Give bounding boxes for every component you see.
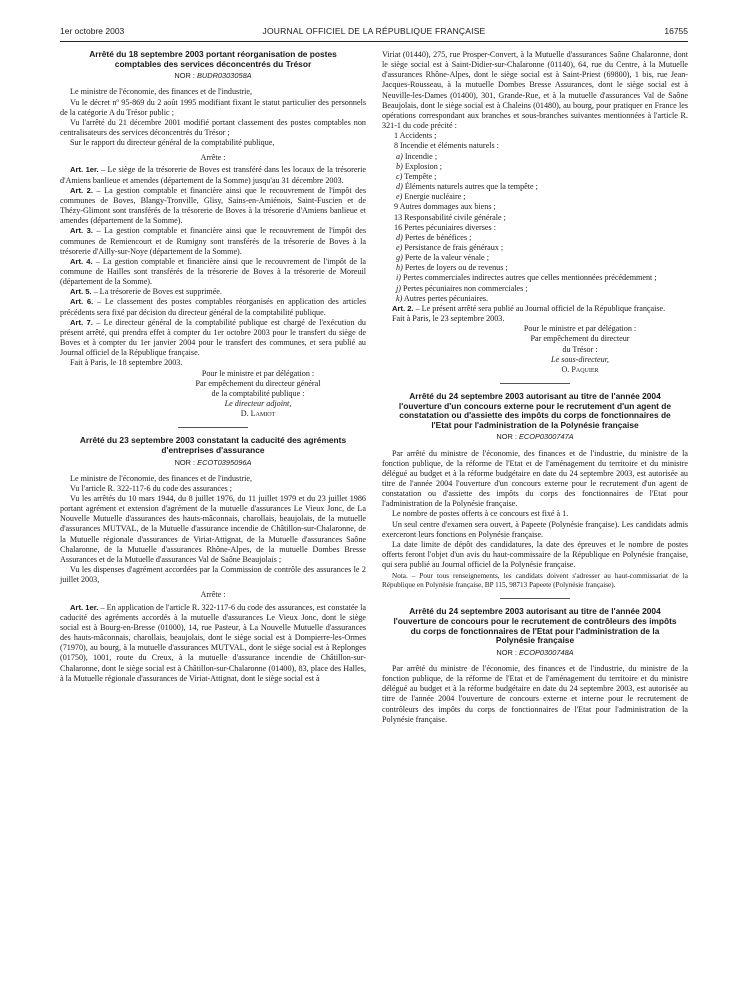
article-label: Art. 5.: [70, 287, 92, 297]
decree-title: Arrêté du 24 septembre 2003 autorisant au titre de l'année 2004 l'ouverture d'un concours externe pour le recrutement d'un agent de constatation ou d'assiette des impôts du corps de fonctionnaires de l'Etat pour l'administration de la Polynésie française: [398, 391, 672, 430]
nota-note: Nota. – Pour tous renseignements, les candidats doivent s'adresser au haut-commissariat de la République en Polynésie française, BP 115, 98713 Papeete (Polynésie française).: [382, 572, 688, 590]
article-label: Art. 2.: [70, 185, 94, 195]
article-text: – La gestion comptable et financière ainsi que le recouvrement de l'impôt des communes de Remiencourt et de Rumigny sont transférés de la trésorerie de Boves à la trésorerie d'Ailly-sur-Noye (département de la Somme).: [60, 226, 366, 256]
signature-line: Par empêchement du directeur général: [195, 378, 321, 388]
list-item: i) Pertes commerciales indirectes autres que celles mentionnées précédemment ;: [396, 273, 657, 283]
nor-label: NOR :: [174, 457, 198, 467]
list-item: k) Autres pertes pécuniaires.: [396, 293, 489, 303]
paragraph: Viriat (01440), 275, rue Prosper-Convert, à la Mutuelle d'assurances Saône Chalaronne, dont le siège social est à Saint-Didier-sur-Chalaronne (01140), 64, rue du Centre, à la Mutuelle d'assurances Rhône-Alpes, dont le siège social est à Saint-Priest (69800), 1 bis, rue Jean-Jacques-Rousseau, à la mutuelle Dombes Bresse Assurances, dont le siège social est à Neuville-les-Dames (01400), 301, Grande-Rue, et à la mutuelle d'assurances Val de Saône Beaujolais, dont le siège social est à Chaleins (01480), au bourg, pour pratiquer en France les opérations correspondant aux branches et sous-branches suivantes mentionnées à l'article R. 321-1 du code précité :: [382, 50, 688, 131]
left-column: [60, 50, 366, 684]
article: [60, 603, 366, 684]
nor-label: NOR :: [496, 432, 519, 442]
nor-reference: [60, 458, 366, 468]
article: [60, 287, 366, 297]
nor-label: NOR :: [496, 647, 519, 657]
section-separator: [500, 383, 570, 384]
arrete-heading: Arrête :: [200, 153, 226, 163]
section-separator: [500, 598, 570, 599]
article-text: – La gestion comptable et financière ainsi que le recouvrement de l'impôt des communes de Boves, Blangy-Tronville, Glisy, Sains-en-Amiénois, Saint-Fuscien et de Thézy-Glimont sont transférés de la trésorerie de Boves à la trésorerie d'Amiens banlieue et amendes (département de la Somme).: [60, 185, 366, 226]
right-column: [382, 50, 688, 725]
done-at: Fait à Paris, le 18 septembre 2003.: [70, 358, 183, 368]
article-text: – Le siège de la trésorerie de Boves est transféré dans les locaux de la trésorerie d'Amiens banlieue et amendes (département de la Somme) jusqu'au 31 décembre 2003.: [60, 165, 367, 185]
article-label: Art. 1er.: [70, 602, 99, 612]
done-at: Fait à Paris, le 23 septembre 2003.: [392, 314, 505, 324]
article-text: – Le présent arrêté sera publié au Journal officiel de la République française.: [413, 303, 666, 313]
article-text: – La gestion comptable et financière ainsi que le recouvrement de l'impôt de la commune de Hailles sont transférés de la trésorerie de Boves à la trésorerie de Moreuil (département de la Somme).: [60, 256, 366, 287]
list-item: 1 Accidents ;: [394, 131, 437, 141]
paragraph: Vu l'arrêté du 21 décembre 2001 modifié portant classement des postes comptables non centralisateurs des services déconcentrés du Trésor ;: [60, 117, 366, 137]
nor-label: NOR :: [174, 71, 197, 81]
arrete-heading: Arrête :: [200, 590, 226, 600]
nor-code: ECOT0395096A: [197, 457, 252, 467]
branches-list: [382, 131, 688, 304]
list-item: 16 Pertes pécuniaires diverses :: [394, 222, 496, 232]
page-number: 16755: [664, 26, 688, 36]
list-item: d) Pertes de bénéfices ;: [396, 232, 472, 242]
article-label: Art. 2.: [392, 303, 414, 313]
article: [382, 304, 688, 314]
signature-line: de la comptabilité publique :: [211, 388, 305, 398]
paragraph: Par arrêté du ministre de l'économie, des finances et de l'industrie, du ministre de la fonction publique, de la réforme de l'Etat et de l'aménagement du territoire et du ministre délégué au budget et à la réforme budgétaire en date du 24 septembre 2003, est autorisée au titre de l'année 2004 l'ouverture d'un concours externe pour le recrutement d'un agent de constatation ou d'assiette des impôts du corps des fonctionnaires de l'Etat pour l'administration de la Polynésie française.: [382, 448, 688, 509]
paragraph: La date limite de dépôt des candidatures, la date des épreuves et le nombre de postes offerts feront l'objet d'un avis du haut-commissaire de la République en Polynésie française, qui sera publié au Journal officiel de la Polynésie française.: [382, 539, 688, 570]
decree-title: Arrêté du 23 septembre 2003 constatant la caducité des agréments d'entreprises d'assurance: [79, 435, 347, 455]
decree-title: Arrêté du 24 septembre 2003 autorisant au titre de l'année 2004 l'ouverture de concours pour le recrutement de contrôleurs des impôts du corps de fonctionnaires de l'Etat pour l'administration de la Polynésie française: [393, 606, 677, 646]
paragraph: Le ministre de l'économie, des finances et de l'industrie,: [70, 473, 253, 483]
article-text: – Le directeur général de la comptabilité publique est chargé de l'exécution du présent arrêté, qui prendra effet à compter du 1er octobre 2003 pour le transfert du siège de Boves et à compter du 1er janvier 2004 pour le transfert des communes, et sera publié au Journal officiel de la République française.: [60, 317, 366, 358]
article-label: Art. 6.: [70, 297, 94, 307]
nor-code: ECOP0300748A: [518, 647, 574, 657]
signature-role: Le sous-directeur,: [551, 354, 609, 364]
list-item: e) Persistance de frais généraux ;: [396, 242, 504, 252]
paragraph: Vu les arrêtés du 10 mars 1944, du 8 juillet 1976, du 11 juillet 1979 et du 23 juillet 1986 portant agrément et extension d'agrément de la mutuelle d'assurances Le Vieux Jonc, de La Nouvelle Mutuelle d'assurances des hauts-mâconnais, charollais, beaujolais, de la mutuelle d'assurances MUTVAL, de la Mutuelle d'assurance incendie de Châtillon-sur-Chalaronne, de la Mutuelle régionale d'assurances de Viriat-Attignat, de la Mutuelle d'assurances Saône Chalaronne, de la Mutuelle d'assurances Rhône-Alpes, de la mutuelle Dombes Bresse Assurances et de la Mutuelle d'assurances Val de Saône Beaujolais ;: [60, 494, 366, 564]
list-item: a) Incendie ;: [396, 151, 438, 161]
paragraph: Un seul centre d'examen sera ouvert, à Papeete (Polynésie française). Les candidats admis exerceront leurs fonctions en Polynésie française.: [382, 519, 688, 539]
signature-block: [472, 324, 688, 375]
nor-reference: [60, 71, 366, 81]
list-item: h) Pertes de loyers ou de revenus ;: [396, 263, 508, 273]
article: [60, 297, 366, 317]
list-item: 13 Responsabilité civile générale ;: [394, 212, 506, 222]
article-label: Art. 3.: [70, 226, 94, 236]
article-text: – La trésorerie de Boves est supprimée.: [91, 287, 222, 297]
decree-title: Arrêté du 18 septembre 2003 portant réorganisation de postes comptables des services déconcentrés du Trésor: [89, 49, 337, 69]
article-label: Art. 1er.: [70, 165, 99, 175]
nor-code: ECOP0300747A: [518, 432, 574, 442]
signature-block: [150, 369, 366, 420]
list-item: j) Pertes pécuniaires non commerciales ;: [396, 283, 528, 293]
list-item: c) Tempête ;: [396, 171, 437, 181]
paragraph: Vu les dispenses d'agrément accordées par la Commission de contrôle des assurances le 2 juillet 2003,: [60, 565, 366, 585]
journal-title: JOURNAL OFFICIEL DE LA RÉPUBLIQUE FRANÇAISE: [262, 26, 486, 36]
nor-reference: [382, 432, 688, 442]
paragraph: Vu l'article R. 322-117-6 du code des assurances ;: [70, 483, 232, 493]
article-label: Art. 7.: [70, 317, 93, 327]
article: [60, 165, 366, 185]
nor-reference: [382, 648, 688, 658]
section-separator: [178, 427, 248, 428]
paragraph: Le nombre de postes offerts à ce concours est fixé à 1.: [392, 509, 569, 519]
paragraph: Par arrêté du ministre de l'économie, des finances et de l'industrie, du ministre de la fonction publique, de la réforme de l'Etat et de l'aménagement du territoire et du ministre délégué au budget et à la réforme budgétaire en date du 24 septembre 2003, est autorisée au titre de l'année 2004 l'ouverture de concours externe et interne pour le recrutement de contrôleurs des impôts du corps de fonctionnaires de l'Etat pour l'administration de la Polynésie française.: [382, 663, 688, 724]
list-item: b) Explosion ;: [396, 161, 443, 171]
signature-line: Pour le ministre et par délégation :: [523, 324, 637, 334]
signature-line: Par empêchement du directeur: [530, 334, 630, 344]
header-rule: [60, 41, 688, 42]
paragraph: Vu le décret nº 95-869 du 2 août 1995 modifiant fixant le statut particulier des personnels de la catégorie A du Trésor public ;: [60, 97, 366, 117]
signature-line: du Trésor :: [562, 344, 598, 354]
article: [60, 318, 366, 359]
article: [60, 257, 366, 287]
article: [60, 226, 366, 256]
article-text: – Le classement des postes comptables réorganisés en application des articles précédents sera fixé par décision du directeur général de la comptabilité publique.: [60, 297, 366, 317]
article-text: – En application de l'article R. 322-117-6 du code des assurances, est constatée la caducité des agréments accordés à la mutuelle d'assurances Le Vieux Jonc, dont le siège social est à Bourg-en-Bresse (01000), 14, rue Pasteur, à La Nouvelle Mutuelle d'assurances des hauts-mâconnais, charollais, beaujolais, dont le siège social est à Dompierre-les-Ormes (71970), au bourg, à la mutuelle d'assurances MUTVAL, dont le siège social est à Replonges (01750), 1001, route du Creux, à la mutuelle d'assurance incendie de Châtillon-sur-Chalaronne, dont le siège social est à Châtillon-sur-Chalaronne (01400), 83, place des Halles, à la Mutuelle régionale d'assurances de Viriat-Attignat, dont le siège social est à: [60, 602, 367, 683]
signature-name: D. Lamiot: [240, 409, 276, 419]
article-label: Art. 4.: [70, 256, 93, 266]
list-item: d) Éléments naturels autres que la tempête ;: [396, 182, 538, 192]
list-item: e) Energie nucléaire ;: [396, 192, 466, 202]
header-date: 1er octobre 2003: [60, 26, 125, 36]
signature-line: Pour le ministre et par délégation :: [201, 368, 315, 378]
list-item: 9 Autres dommages aux biens ;: [394, 202, 496, 212]
paragraph: Le ministre de l'économie, des finances et de l'industrie,: [70, 87, 253, 97]
signature-role: Le directeur adjoint,: [224, 399, 292, 409]
paragraph: Sur le rapport du directeur général de la comptabilité publique,: [70, 138, 275, 148]
nor-code: BUDR0303058A: [196, 71, 252, 81]
list-item: g) Perte de la valeur vénale ;: [396, 253, 489, 263]
page-header: [60, 26, 688, 40]
list-item: 8 Incendie et éléments naturels :: [394, 141, 499, 151]
article: [60, 186, 366, 227]
signature-name: O. Paquier: [561, 364, 599, 374]
